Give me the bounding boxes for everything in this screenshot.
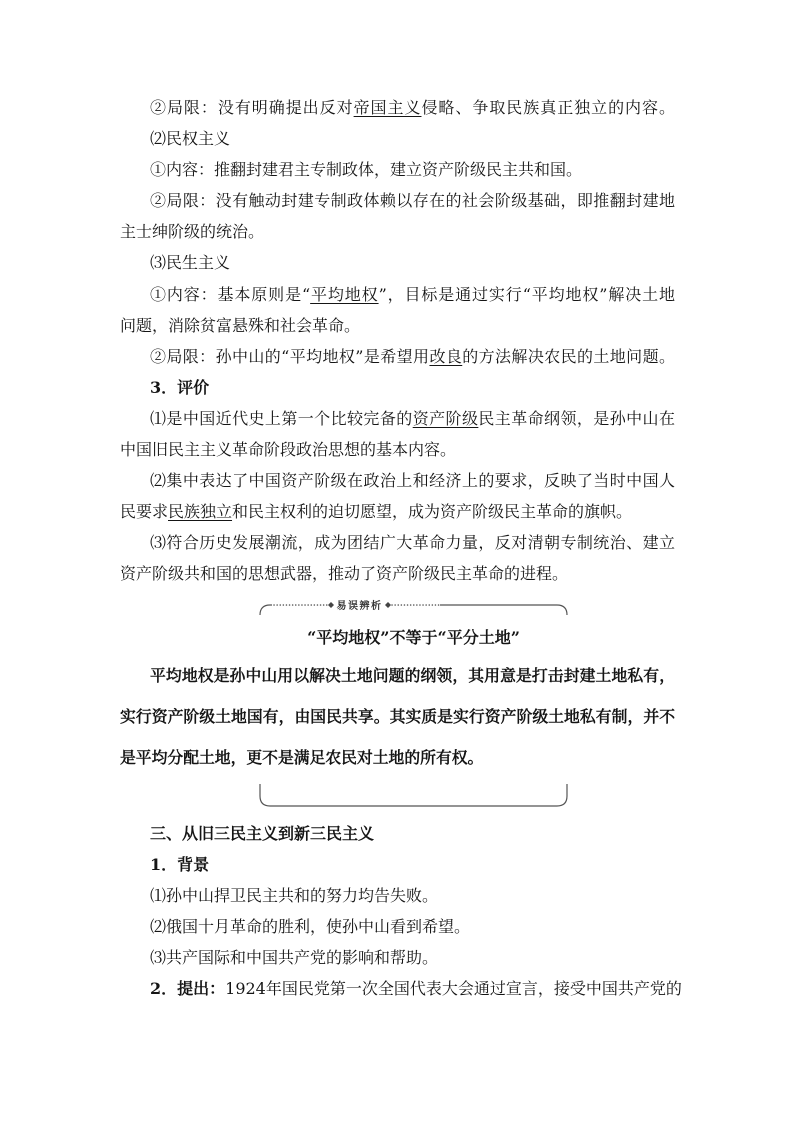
evaluation-heading: 3．评价 xyxy=(150,377,210,397)
text-segment: ②局限：孙中山的“平均地权”是希望用 xyxy=(150,346,430,366)
minsheng-limit-line xyxy=(120,341,675,372)
minquan-limit-line1: ②局限：没有触动封建专制政体赖以存在的社会阶级基础，即推翻封建地 xyxy=(150,191,675,211)
evaluation-item1-line2: 中国旧民主主义革命阶段政治思想的基本内容。 xyxy=(120,440,457,460)
evaluation-item3-line2: 资产阶级共和国的思想武器，推动了资产阶级民主革命的进程。 xyxy=(120,564,569,584)
frame-top-left-corner xyxy=(260,605,272,615)
text-segment: 和民主权利的迫切愿望，成为资产阶级民主革命的旗帜。 xyxy=(232,502,633,522)
background-item: ⑴孙中山捍卫民主共和的努力均告失败。 xyxy=(150,885,439,905)
minsheng-content-line2: 问题，消除贫富悬殊和社会革命。 xyxy=(120,315,361,335)
text-segment: 侵略、争取民族真正独立的内容。 xyxy=(421,98,675,117)
diamond-icon xyxy=(328,602,334,608)
minsheng-heading: ⑶民生主义 xyxy=(150,253,231,273)
misconception-body xyxy=(120,655,675,778)
three-principles-section xyxy=(120,92,675,590)
text-segment: ”，目标是通过实行“平均地权”解决土地 xyxy=(378,284,675,304)
text-segment: 民主革命纲领，是孙中山在 xyxy=(478,408,675,428)
minsheng-content-line1 xyxy=(120,279,675,310)
underlined-term: 平均地权 xyxy=(310,284,379,304)
misconception-body-line2: 实行资产阶级土地国有，由国民共享。其实质是实行资产阶级土地私有制，并不 xyxy=(120,706,675,726)
background-item: ⑶共产国际和中国共产党的影响和帮助。 xyxy=(150,947,439,967)
background-item: ⑵俄国十月革命的胜利，使孙中山看到希望。 xyxy=(150,916,471,936)
text-segment: 的方法解决农民的土地问题。 xyxy=(462,346,675,366)
minquan-content: ①内容：推翻封建君主专制政体，建立资产阶级民主共和国。 xyxy=(150,160,583,180)
evaluation-item2-line1: ⑵集中表达了中国资产阶级在政治上和经济上的要求，反映了当时中国人 xyxy=(150,471,675,491)
proposal-label: 2．提出： xyxy=(150,978,226,998)
section-three-heading: 三、从旧三民主义到新三民主义 xyxy=(150,823,375,843)
frame-top-right-corner xyxy=(440,605,567,615)
diamond-icon xyxy=(385,602,391,608)
misconception-tag: 易误辨析 xyxy=(336,600,383,612)
minquan-limit-line2: 主士绅阶级的统治。 xyxy=(120,222,265,242)
minzu-limit-line xyxy=(120,92,675,123)
underlined-term: 改良 xyxy=(429,346,463,366)
evaluation-item2-line2 xyxy=(120,496,675,527)
underlined-term: 民族独立 xyxy=(168,502,233,522)
misconception-body-line3: 是平均分配土地，更不是满足农民对土地的所有权。 xyxy=(120,747,484,767)
proposal-line xyxy=(120,973,682,1004)
text-segment: ①内容：基本原则是“ xyxy=(150,284,311,304)
text-segment: ②局限：没有明确提出反对 xyxy=(150,98,354,117)
underlined-term: 资产阶级 xyxy=(412,408,479,428)
evaluation-item1-line1 xyxy=(120,403,675,434)
minquan-heading: ⑵民权主义 xyxy=(150,129,231,149)
proposal-text: 1924年国民党第一次全国代表大会通过宣言，接受中国共产党的 xyxy=(225,978,682,998)
misconception-title: “平均地权”不等于“平分土地” xyxy=(307,628,520,647)
evaluation-item3-line1: ⑶符合历史发展潮流，成为团结广大革命力量，反对清朝专制统治、建立 xyxy=(150,533,675,553)
frame-bottom xyxy=(260,784,567,806)
text-segment: ⑴是中国近代史上第一个比较完备的 xyxy=(150,408,413,428)
underlined-term: 帝国主义 xyxy=(353,98,422,117)
text-segment: 民要求 xyxy=(120,502,169,522)
section-three xyxy=(120,818,682,1005)
background-heading: 1．背景 xyxy=(150,854,210,874)
misconception-body-line1: 平均地权是孙中山用以解决土地问题的纲领，其用意是打击封建土地私有， xyxy=(150,665,675,685)
